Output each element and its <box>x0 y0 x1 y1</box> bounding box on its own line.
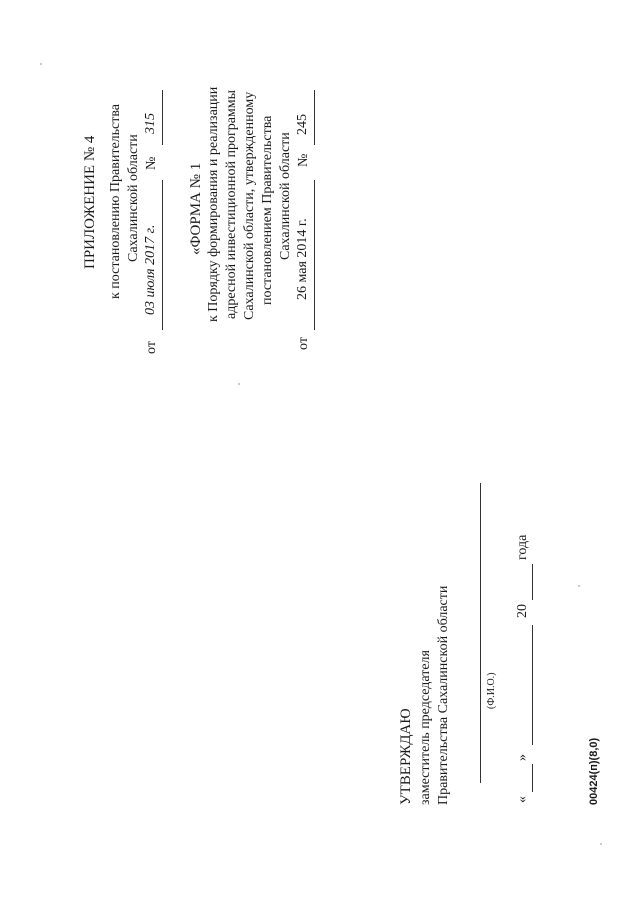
approve-title: УТВЕРЖДАЮ <box>398 708 414 805</box>
form-number-sign: № <box>296 153 311 167</box>
form-title: «ФОРМА № 1 <box>188 162 204 255</box>
year-suffix: года <box>515 534 530 560</box>
scan-speck <box>40 63 42 65</box>
form-date-prefix: от <box>296 337 311 350</box>
appendix-date-underline <box>162 180 163 330</box>
form-date-value: 26 мая 2014 г. <box>295 218 310 300</box>
appendix-number-underline <box>162 90 163 145</box>
year-prefix: 20 <box>515 604 530 618</box>
form-line-3: Сахалинской области, утвержденному <box>242 91 257 320</box>
quote-close: » <box>515 754 530 761</box>
form-number-value: 245 <box>295 114 310 135</box>
appendix-date-prefix: от <box>144 341 159 354</box>
approve-line-1: заместитель председателя <box>418 650 433 805</box>
approve-line-2: Правительства Сахалинской области <box>436 585 451 805</box>
form-number-underline <box>314 90 315 145</box>
year-underline <box>532 564 533 600</box>
form-line-4: постановлением Правительства <box>260 115 275 305</box>
appendix-title: ПРИЛОЖЕНИЕ № 4 <box>82 135 98 269</box>
scan-speck <box>578 585 580 587</box>
appendix-number-value: 315 <box>143 113 158 134</box>
scan-speck <box>238 383 240 385</box>
signature-line <box>480 483 481 783</box>
form-line-5: Сахалинской области <box>278 132 293 260</box>
form-line-1: к Порядку формирования и реализации <box>206 86 221 322</box>
appendix-line-1: к постановлению Правительства <box>108 103 123 299</box>
scan-speck <box>600 843 602 845</box>
appendix-number-sign: № <box>144 156 159 170</box>
fio-caption: (Ф.И.О.) <box>486 672 497 709</box>
month-underline <box>532 625 533 745</box>
footer-code: 00424(п)(8,0) <box>588 737 600 805</box>
quote-open: « <box>515 796 530 803</box>
appendix-date-value: 03 июля 2017 г. <box>143 224 158 315</box>
form-date-underline <box>314 180 315 330</box>
appendix-line-2: Сахалинской области <box>126 134 141 262</box>
day-underline <box>532 764 533 792</box>
form-line-2: адресной инвестиционной программы <box>224 89 239 319</box>
